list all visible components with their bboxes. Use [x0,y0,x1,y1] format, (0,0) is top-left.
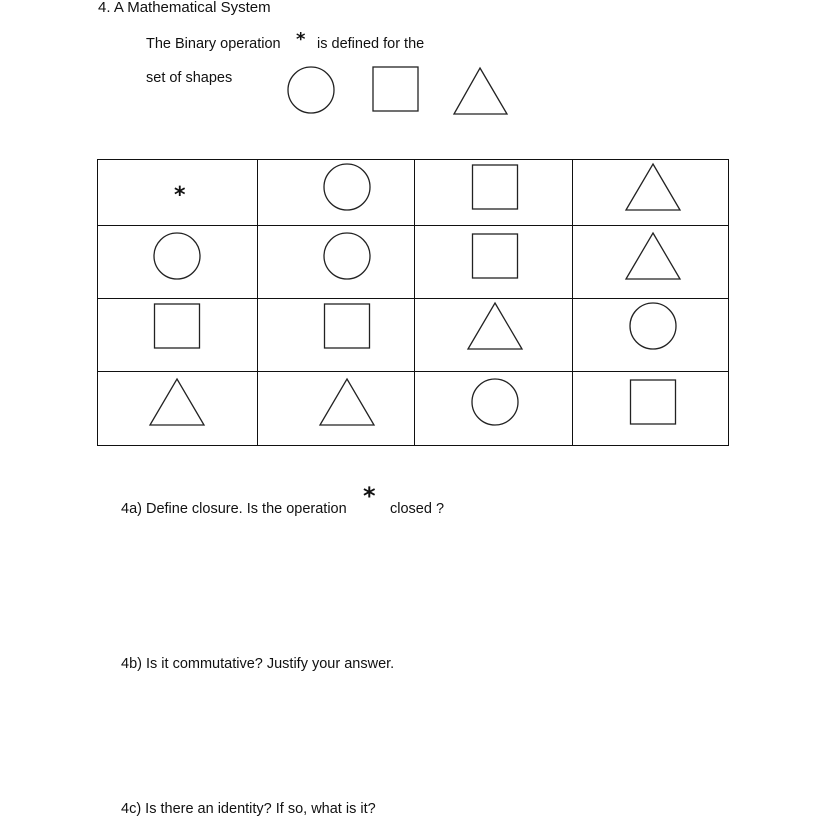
shape-set [286,66,512,116]
question-4c: 4c) Is there an identity? If so, what is it? [121,801,376,817]
square-icon [372,66,420,114]
row-header-square-icon [147,300,207,352]
question-4a-closed: closed ? [390,501,445,517]
table-cell-triangle-icon [623,230,683,282]
intro-text-after: is defined for the [317,36,425,52]
table-corner-symbol: * [174,183,186,208]
column-header-square-icon [465,161,525,213]
table-cell-circle-icon [317,230,377,282]
triangle-icon [453,66,511,116]
question-4a: 4a) Define closure. Is the operation [121,501,347,517]
table-cell-circle-icon [465,376,525,428]
intro-text-before: The Binary operation [146,36,281,52]
column-header-triangle-icon [623,161,683,213]
row-header-triangle-icon [147,376,207,428]
operation-table [97,159,729,446]
table-cell-triangle-icon [465,300,525,352]
table-cell-square-icon [623,376,683,428]
question-4a-symbol: * [363,482,376,510]
operation-symbol: * [296,29,306,50]
column-header-circle-icon [317,161,377,213]
intro-text-set: set of shapes [146,70,233,86]
table-cell-triangle-icon [317,376,377,428]
table-cell-square-icon [317,300,377,352]
question-heading: 4. A Mathematical System [98,0,271,16]
table-cell-square-icon [465,230,525,282]
circle-icon [286,66,336,116]
question-4b: 4b) Is it commutative? Justify your answer. [121,656,395,672]
table-cell-circle-icon [623,300,683,352]
row-header-circle-icon [147,230,207,282]
